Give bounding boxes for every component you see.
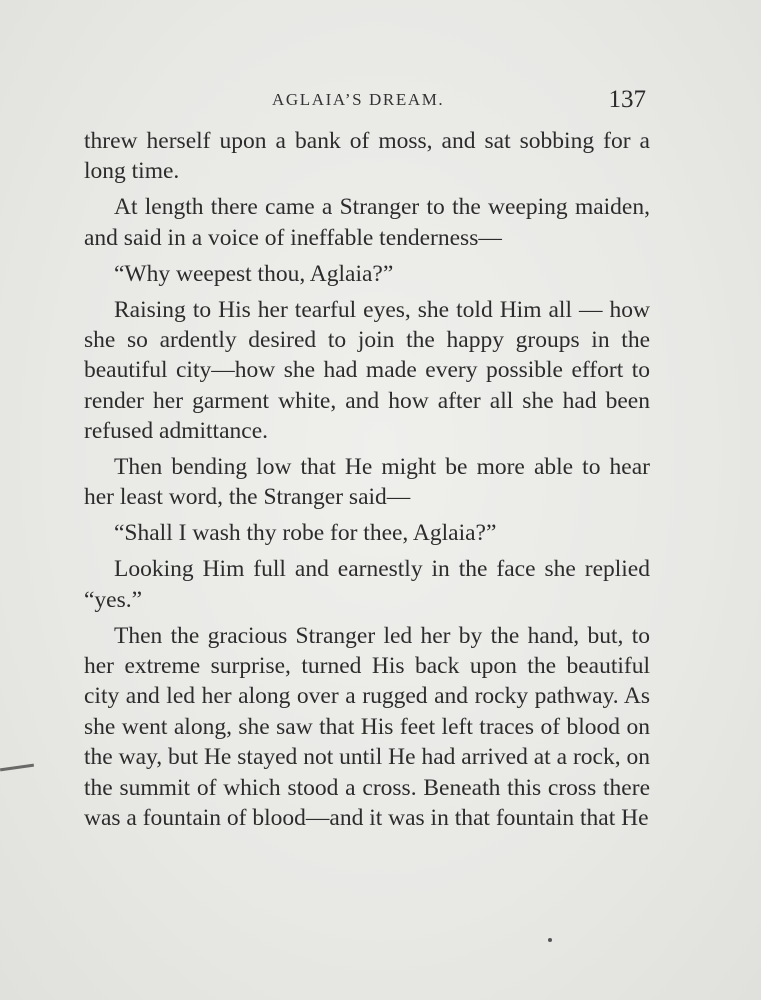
page-number: 137 — [608, 86, 646, 113]
paragraph: At length there came a Stranger to the weeping maiden, and said in a voice of ineffable tenderness— — [84, 194, 650, 251]
dialogue-line: “Shall I wash thy robe for thee, Aglaia?” — [114, 520, 497, 547]
body-text — [84, 126, 650, 839]
paragraph-continuation: threw herself upon a bank of moss, and sat sobbing for a long time. — [84, 128, 650, 185]
paragraph: Looking Him full and earnestly in the face she replied “yes.” — [84, 556, 650, 613]
running-head: AGLAIA’S DREAM. — [272, 90, 445, 109]
ink-speck — [548, 938, 552, 942]
paragraph: Then the gracious Stranger led her by the hand, but, to her extreme surprise, turned His back upon the beautiful city and led her along over a rugged and rocky pathway. As she went along, she saw that His feet left traces of blood on the way, but He stayed not until He had arrived at a rock, on the summit of which stood a cross. Beneath this cross there was a fountain of blood—and it was in that fountain that He — [84, 622, 650, 832]
page-header — [84, 86, 650, 118]
paragraph: Raising to His her tearful eyes, she told Him all — how she so ardently desired to join the happy groups in the beautiful city—how she had made every possible effort to render her garment white, and how after all she had been refused admittance. — [84, 296, 650, 445]
dialogue-line: “Why weepest thou, Aglaia?” — [114, 260, 394, 287]
paragraph: Then bending low that He might be more able to hear her least word, the Stranger said— — [84, 454, 650, 511]
margin-mark — [0, 764, 34, 772]
